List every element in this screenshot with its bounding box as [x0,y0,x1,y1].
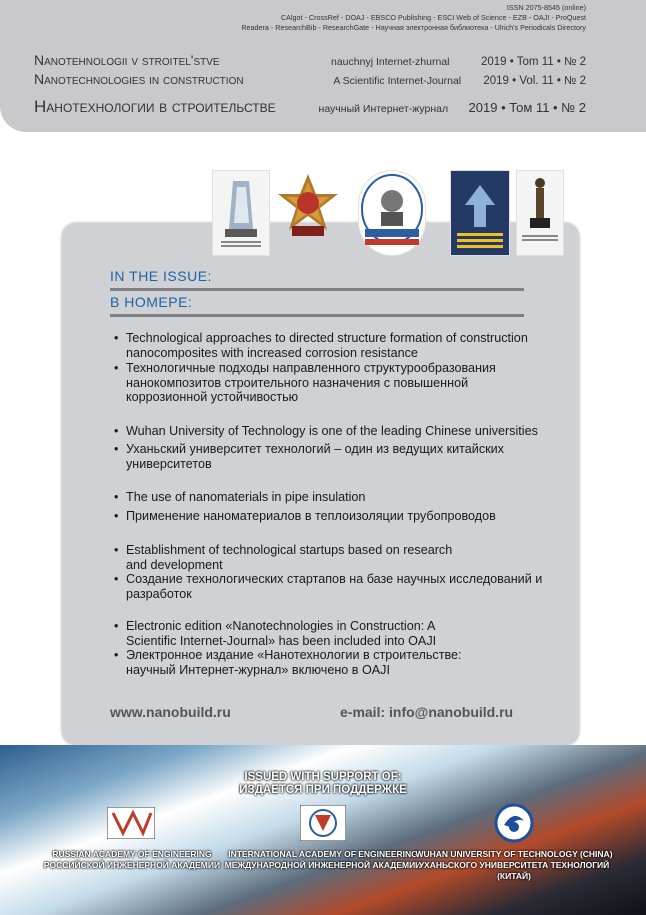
org-iae-ru: МЕЖДУНАРОДНОЙ ИНЖЕНЕРНОЙ АКАДЕМИИ [224,860,422,870]
rae-logo-icon [107,807,155,839]
divider [110,288,524,291]
org-iae-en: INTERNATIONAL ACADEMY OF ENGINEERING [228,849,418,859]
article-2-ru: • Уханьский университет технологий – один из ведущих китайских университетов [114,442,546,471]
journal-subtitle-en: A Scientific Internet-Journal [333,75,462,87]
article-2-en: • Wuhan University of Technology is one of the leading Chinese universities [114,424,546,439]
email-link[interactable]: e-mail: info@nanobuild.ru [340,704,514,720]
header-row-en [34,71,586,87]
arrow-up-icon [451,171,509,255]
org-wut [414,849,614,882]
article-3-en: • The use of nanomaterials in pipe insulation [114,490,546,505]
support-title-ru: ИЗДАЕТСЯ ПРИ ПОДДЕРЖКЕ [239,784,407,796]
issue-contents-panel [62,223,579,745]
org-wut-en: WUHAN UNIVERSITY OF TECHNOLOGY (CHINA) [415,849,613,859]
journal-subtitle-translit: nauchnyj Internet-zhurnal [331,56,450,68]
award-3-image [358,170,426,256]
iae-logo-icon [300,805,346,841]
article-4-en: • Establishment of technological startups based on research and development [114,543,466,572]
header-row-ru [34,97,586,117]
journal-title-translit: Nanotehnologii v stroitel'stve [34,52,220,68]
org-iae [223,849,423,871]
journal-subtitle-ru: научный Интернет-журнал [318,103,449,115]
wut-logo-icon [492,803,536,843]
awards-strip [212,170,562,254]
trophy-icon [213,171,269,255]
journal-header [0,0,646,132]
journal-title-en: Nanotechnologies in construction [34,71,244,87]
org-rae-en: RUSSIAN ACADEMY OF ENGINEERING [52,849,212,859]
builder-medal-icon [359,171,425,255]
issue-title-ru: В НОМЕРЕ: [110,294,193,310]
star-medal-icon [276,170,340,254]
article-5-ru: • Электронное издание «Нанотехнологии в строительстве: научный Интернет-журнал» включено в OAJI [114,648,486,677]
article-5-en: • Electronic edition «Nanotechnologies in Construction: A Scientific Internet-Journal» has been included into OAJI [114,619,476,648]
award-1-image [212,170,270,256]
org-rae-ru: РОССИЙСКОЙ ИНЖЕНЕРНОЙ АКАДЕМИИ [43,860,221,870]
journal-title-ru: Нанотехнологии в строительстве [34,97,276,116]
issue-info-translit: 2019 • Tom 11 • № 2 [481,56,586,68]
indexing-line-1: CAlgot - CrossRef - DOAJ - EBSCO Publishing - ESCI Web of Science - EZB - OAJI - ProQuest [280,13,586,22]
indexing-line-2: Readera - ResearchBib - ResearchGate - Научная электронная библиотека - Ulrich's Periodicals Directory [241,23,586,32]
issue-title-en: IN THE ISSUE: [110,268,212,284]
statue-icon [517,171,563,255]
article-1-ru: • Технологичные подходы направленного структурообразования нанокомпозитов строительного назначения с повышенной коррозионной устойчивостью [114,361,546,405]
org-rae [32,849,232,871]
article-4-ru: • Создание технологических стартапов на базе научных исследований и разработок [114,572,546,601]
support-title-en: ISSUED WITH SUPPORT OF: [244,771,402,783]
issue-info-ru: 2019 • Том 11 • № 2 [468,100,586,115]
divider [110,314,524,317]
award-5-image [516,170,564,256]
article-1-en: • Technological approaches to directed structure formation of construction nanocomposites with increased corrosion resistance [114,331,546,360]
award-4-image [450,170,510,256]
org-wut-ru: УХАНЬСКОГО УНИВЕРСИТЕТА ТЕХНОЛОГИЙ (КИТАЙ) [418,860,610,881]
issue-info-en: 2019 • Vol. 11 • № 2 [483,75,586,87]
article-3-ru: • Применение наноматериалов в теплоизоляции трубопроводов [114,509,546,524]
header-row-translit [34,52,586,68]
issn: ISSN 2075-8545 (online) [506,3,586,12]
support-section [0,745,646,915]
award-2-image [276,170,340,254]
website-link[interactable]: www.nanobuild.ru [110,704,231,720]
